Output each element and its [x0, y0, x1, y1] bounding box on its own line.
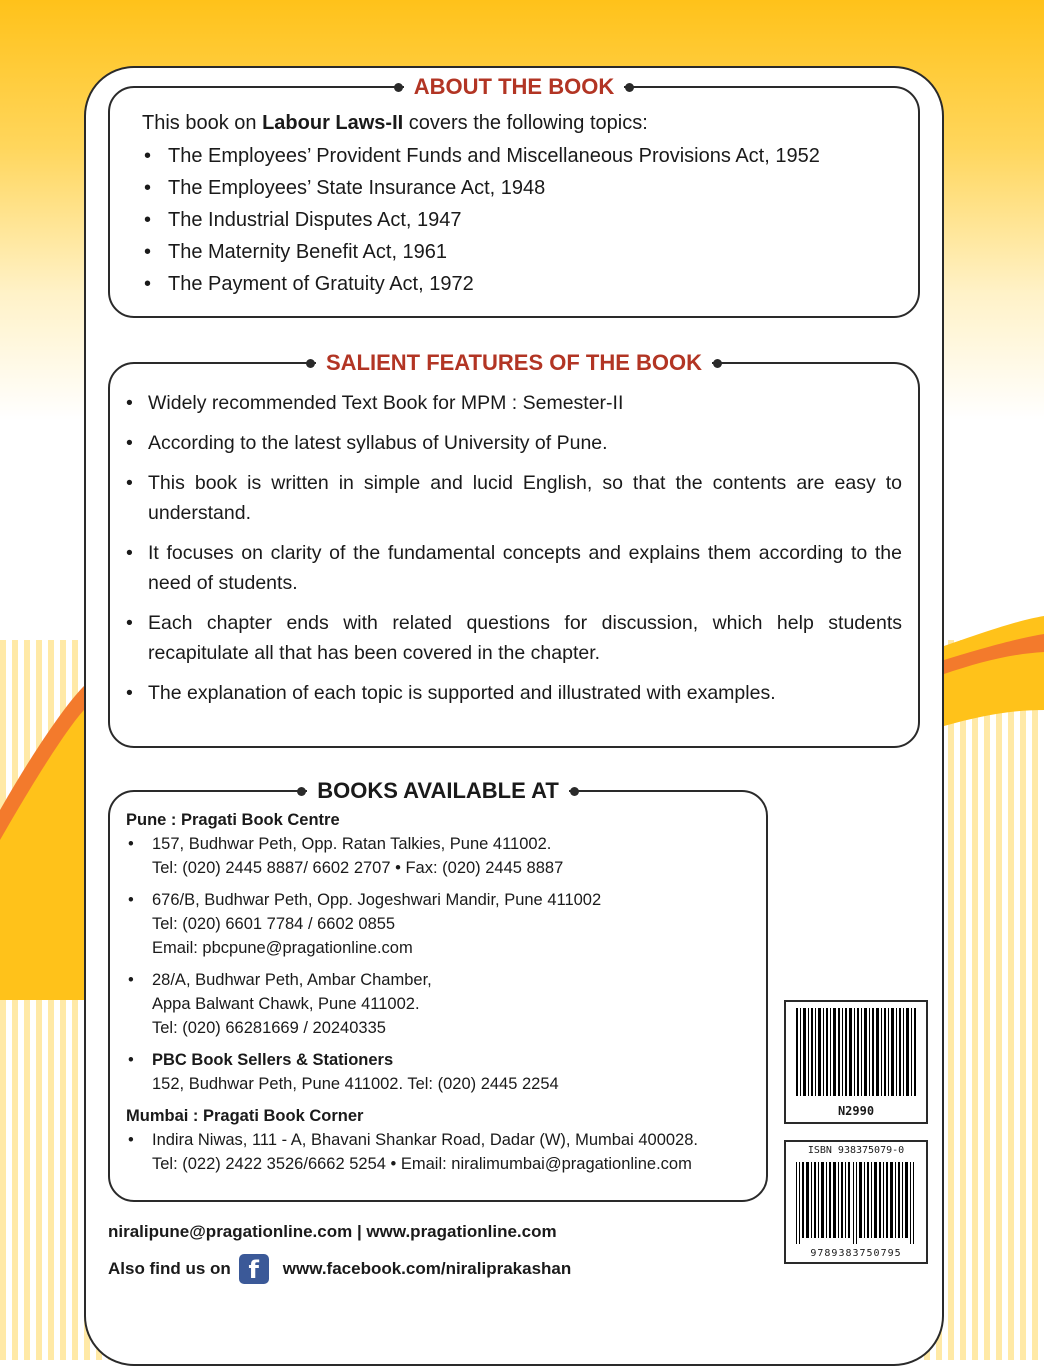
- address-item: • 157, Budhwar Peth, Opp. Ratan Talkies, Pune 411002. Tel: (020) 2445 8887/ 6602 2707 • Fax: (020) 2445 8887: [126, 832, 756, 880]
- list-item: • This book is written in simple and lucid English, so that the contents are easy to understand.: [122, 468, 902, 528]
- address-item: • 28/A, Budhwar Peth, Ambar Chamber, Appa Balwant Chawk, Pune 411002. Tel: (020) 66281669 / 20240335: [126, 968, 756, 1040]
- salient-title: SALIENT FEATURES OF THE BOOK: [316, 349, 712, 377]
- facebook-url: www.facebook.com/niraliprakashan: [282, 1259, 572, 1278]
- list-item: • The Maternity Benefit Act, 1961: [142, 236, 820, 268]
- list-item: • The explanation of each topic is supported and illustrated with examples.: [122, 678, 902, 708]
- salient-features-section: [108, 350, 920, 748]
- about-title: ABOUT THE BOOK: [404, 73, 624, 101]
- social-line: Also find us on f www.facebook.com/niraliprakashan: [108, 1256, 572, 1284]
- about-intro: This book on Labour Laws-II covers the following topics:: [142, 112, 648, 134]
- isbn-barcode: [784, 1140, 928, 1264]
- topics-list: [142, 140, 820, 300]
- isbn-barcode-bars: [794, 1162, 918, 1244]
- barcode-bars: [794, 1008, 918, 1096]
- list-item: • According to the latest syllabus of University of Pune.: [122, 428, 902, 458]
- about-the-book-section: [108, 74, 920, 318]
- facebook-icon: f: [239, 1254, 269, 1284]
- list-item: • Widely recommended Text Book for MPM : Semester-II: [122, 388, 902, 418]
- address-item: • PBC Book Sellers & Stationers 152, Budhwar Peth, Pune 411002. Tel: (020) 2445 2254: [126, 1048, 756, 1096]
- avail-title: BOOKS AVAILABLE AT: [307, 777, 569, 805]
- isbn-label: ISBN 938375079-0: [807, 1145, 905, 1156]
- product-barcode: [784, 1000, 928, 1124]
- pune-store-header: Pune : Pragati Book Centre: [126, 811, 340, 829]
- list-item: • The Payment of Gratuity Act, 1972: [142, 268, 820, 300]
- list-item: • The Industrial Disputes Act, 1947: [142, 204, 820, 236]
- books-available-section: [108, 778, 768, 1202]
- features-list: [122, 388, 902, 718]
- contact-line: niralipune@pragationline.com | www.pragationline.com: [108, 1222, 557, 1241]
- address-item: • 676/B, Budhwar Peth, Opp. Jogeshwari Mandir, Pune 411002 Tel: (020) 6601 7784 / 6602 0855 Email: pbcpune@pragationline.com: [126, 888, 756, 960]
- list-item: • The Employees’ Provident Funds and Miscellaneous Provisions Act, 1952: [142, 140, 820, 172]
- isbn-number: 9789383750795: [810, 1248, 902, 1259]
- mumbai-store-header: Mumbai : Pragati Book Corner: [126, 1107, 364, 1125]
- book-title: Labour Laws-II: [262, 112, 404, 134]
- barcode-label: N2990: [837, 1104, 875, 1118]
- list-item: • It focuses on clarity of the fundamental concepts and explains them according to the need of students.: [122, 538, 902, 598]
- list-item: • Each chapter ends with related questions for discussion, which help students recapitulate all that has been covered in the chapter.: [122, 608, 902, 668]
- address-item: • Indira Niwas, 111 - A, Bhavani Shankar Road, Dadar (W), Mumbai 400028. Tel: (022) 2422 3526/6662 5254 • Email: niralimumbai@pragationline.com: [126, 1128, 756, 1176]
- list-item: • The Employees’ State Insurance Act, 1948: [142, 172, 820, 204]
